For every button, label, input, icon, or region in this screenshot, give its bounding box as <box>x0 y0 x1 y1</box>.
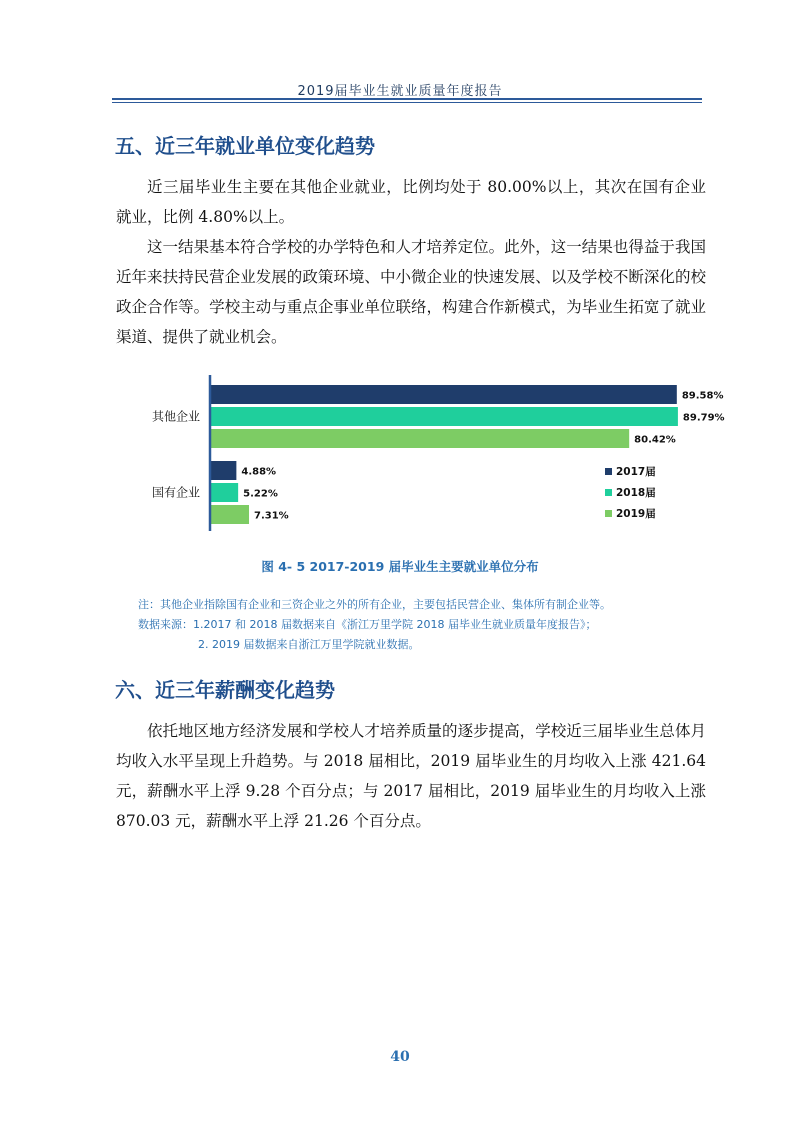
category-label: 国有企业 <box>151 485 200 500</box>
legend-swatch <box>605 489 612 496</box>
bar <box>211 483 238 502</box>
header-rule <box>112 98 702 100</box>
page-number: 40 <box>390 1049 410 1065</box>
data-label: 89.79% <box>682 412 725 424</box>
data-label: 5.22% <box>243 488 278 500</box>
page-header-title: 2019届毕业生就业质量年度报告 <box>297 84 503 99</box>
header-rule <box>112 102 702 103</box>
legend-label: 2017届 <box>616 466 656 478</box>
bar <box>211 407 678 426</box>
data-label: 89.58% <box>681 390 724 402</box>
category-label: 其他企业 <box>151 409 200 424</box>
section-heading: 五、近三年就业单位变化趋势 <box>115 134 375 158</box>
bar <box>211 429 629 448</box>
data-label: 7.31% <box>254 510 289 522</box>
figure-note: 注：其他企业指除国有企业和三资企业之外的所有企业，主要包括民营企业、集体所有制企业等。 <box>138 598 611 611</box>
data-label: 4.88% <box>241 466 277 478</box>
data-source-note: 数据来源：1.2017 和 2018 届数据来自《浙江万里学院 2018 届毕业生就业质量年度报告》； <box>138 618 597 631</box>
bar-chart <box>150 373 725 533</box>
legend-label: 2018届 <box>616 487 656 499</box>
bar <box>211 385 677 404</box>
figure-caption: 图 4- 5 2017-2019 届毕业生主要就业单位分布 <box>261 559 539 574</box>
section-heading: 六、近三年薪酬变化趋势 <box>115 678 335 702</box>
body-paragraph: 近三届毕业生主要在其他企业就业，比例均处于 80.00%以上，其次在国有企业就业，比例 4.80%以上。 <box>116 178 706 226</box>
legend-label: 2019届 <box>616 508 656 520</box>
body-paragraph: 这一结果基本符合学校的办学特色和人才培养定位。此外，这一结果也得益于我国近年来扶持民营企业发展的政策环境、中小微企业的快速发展、以及学校不断深化的校政企合作等。学校主动与重点企事业单位联络，构建合作新模式，为毕业生拓宽了就业渠道、提供了就业机会。 <box>116 238 706 346</box>
body-paragraph: 依托地区地方经济发展和学校人才培养质量的逐步提高，学校近三届毕业生总体月均收入水平呈现上升趋势。与 2018 届相比，2019 届毕业生的月均收入上涨 421.64 元，薪酬水平上浮 9.28 个百分点；与 2017 届相比，2019 届毕业生的月均收入上涨 870.03 元，薪酬水平上浮 21.26 个百分点。 <box>116 722 706 830</box>
bar <box>211 505 249 524</box>
data-source-note: 2. 2019 届数据来自浙江万里学院就业数据。 <box>198 638 420 651</box>
data-label: 80.42% <box>634 434 676 446</box>
legend-swatch <box>605 468 612 475</box>
chart-svg <box>150 373 725 533</box>
bar <box>211 461 236 480</box>
legend-swatch <box>605 510 612 517</box>
